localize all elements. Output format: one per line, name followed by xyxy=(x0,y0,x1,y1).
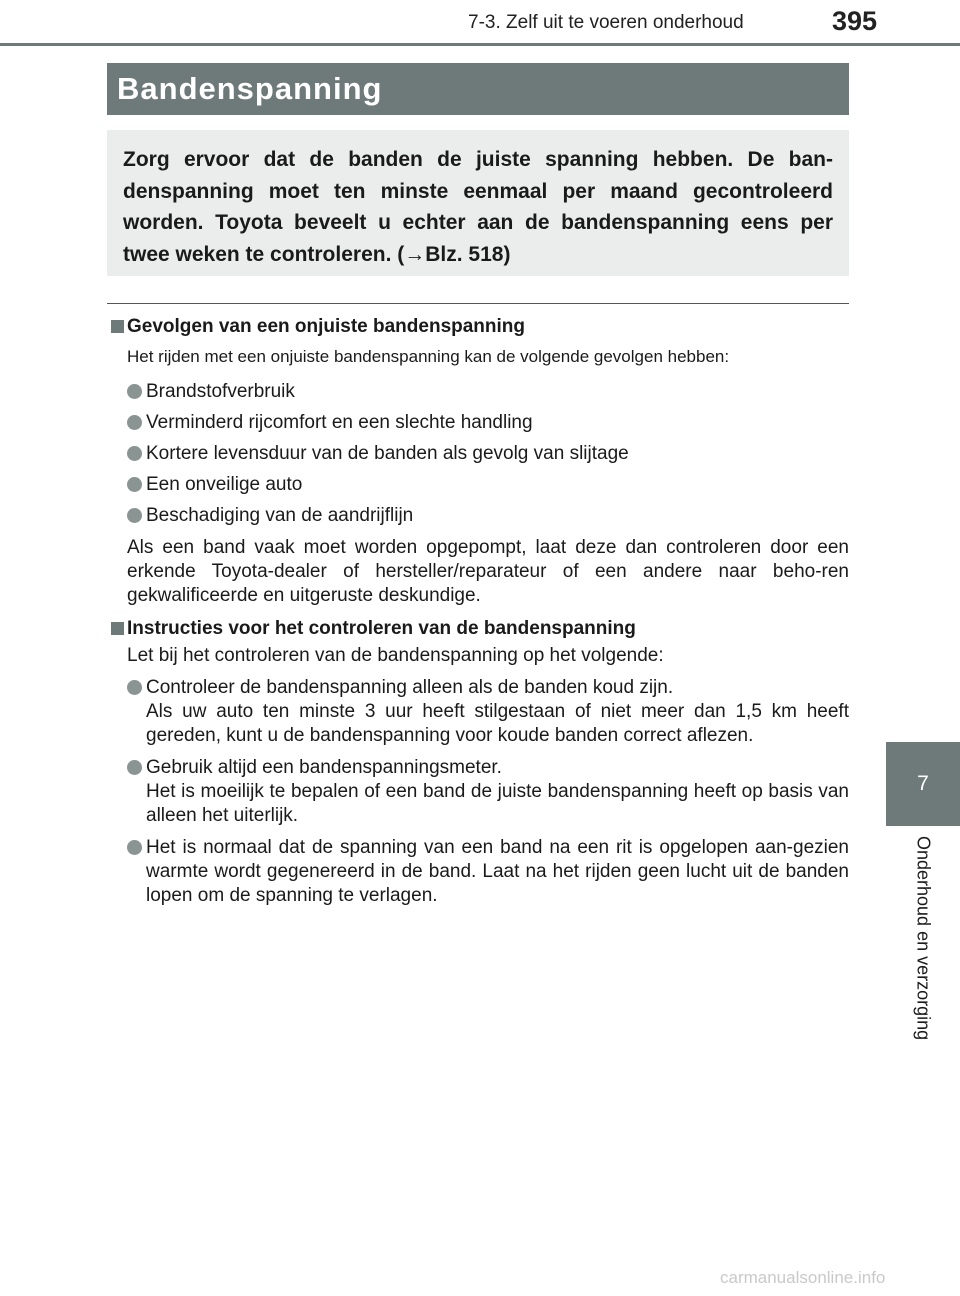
circle-bullet-icon xyxy=(127,446,142,461)
list-item-detail: Het is moeilijk te bepalen of een band de juiste bandenspanning heeft op basis van alleen het uiterlijk. xyxy=(146,781,849,826)
list-item xyxy=(107,473,849,497)
circle-bullet-icon xyxy=(127,840,142,855)
section-heading-gevolgen xyxy=(107,314,849,340)
circle-bullet-icon xyxy=(127,508,142,523)
chapter-number: 7 xyxy=(917,772,929,795)
circle-bullet-icon xyxy=(127,760,142,775)
section-intro: Let bij het controleren van de bandenspanning op het volgende: xyxy=(127,645,664,666)
circle-bullet-icon xyxy=(127,384,142,399)
list-item xyxy=(107,411,849,435)
header-divider xyxy=(0,43,960,46)
list-item-text: Beschadiging van de aandrijflijn xyxy=(146,505,414,526)
list-item-text: Het is normaal dat de spanning van een band na een rit is opgelopen aan-gezien warmte wordt gegenereerd in de band. Laat na het rijden geen lucht uit de banden lopen om de spanning te verlagen. xyxy=(146,837,849,906)
chapter-label xyxy=(908,836,938,1066)
main-content xyxy=(107,314,849,908)
list-item xyxy=(107,442,849,466)
page-title: Bandenspanning xyxy=(117,71,383,106)
circle-bullet-icon xyxy=(127,477,142,492)
list-item-detail: Als uw auto ten minste 3 uur heeft stilgestaan of niet meer dan 1,5 km heeft gereden, kunt u de bandenspanning voor koude banden correct aflezen. xyxy=(146,701,849,746)
list-item-text: Controleer de bandenspanning alleen als de banden koud zijn. xyxy=(146,677,674,698)
square-bullet-icon xyxy=(111,622,124,635)
list-item-text: Kortere levensduur van de banden als gevolg van slijtage xyxy=(146,443,629,464)
header-section-title: 7-3. Zelf uit te voeren onderhoud xyxy=(468,12,744,33)
intro-text: Zorg ervoor dat de banden de juiste spanning hebben. De ban-denspanning moet ten minste eenmaal per maand gecontroleerd worden. Toyota beveelt u echter aan de bandenspanning eens per twee weken te controleren. (→Blz. 518) xyxy=(123,148,833,266)
title-bar xyxy=(107,63,849,115)
list-item-text: Gebruik altijd een bandenspanningsmeter. xyxy=(146,757,502,778)
section-note: Als een band vaak moet worden opgepompt, laat deze dan controleren door een erkende Toyota-dealer of hersteller/reparateur of een andere naar beho-ren gekwalificeerde en uitgeruste deskundige. xyxy=(127,537,849,606)
section-heading-instructies xyxy=(107,616,849,642)
list-item xyxy=(107,504,849,528)
list-item xyxy=(107,676,849,748)
section-heading-text: Instructies voor het controleren van de bandenspanning xyxy=(127,618,636,639)
chapter-tab xyxy=(886,742,960,826)
list-item-text: Brandstofverbruik xyxy=(146,381,295,402)
list-item-text: Een onveilige auto xyxy=(146,474,303,495)
watermark: carmanualsonline.info xyxy=(720,1268,886,1287)
section-intro: Het rijden met een onjuiste bandenspanning kan de volgende gevolgen hebben: xyxy=(127,347,730,366)
page-number: 395 xyxy=(832,6,878,36)
circle-bullet-icon xyxy=(127,680,142,695)
list-item xyxy=(107,836,849,908)
circle-bullet-icon xyxy=(127,415,142,430)
chapter-label-text: Onderhoud en verzorging xyxy=(913,836,934,1041)
square-bullet-icon xyxy=(111,320,124,333)
list-item xyxy=(107,380,849,404)
content-divider xyxy=(107,303,849,304)
list-item-text: Verminderd rijcomfort en een slechte handling xyxy=(146,412,533,433)
section-heading-text: Gevolgen van een onjuiste bandenspanning xyxy=(127,316,526,337)
list-item xyxy=(107,756,849,828)
intro-box xyxy=(107,130,849,276)
